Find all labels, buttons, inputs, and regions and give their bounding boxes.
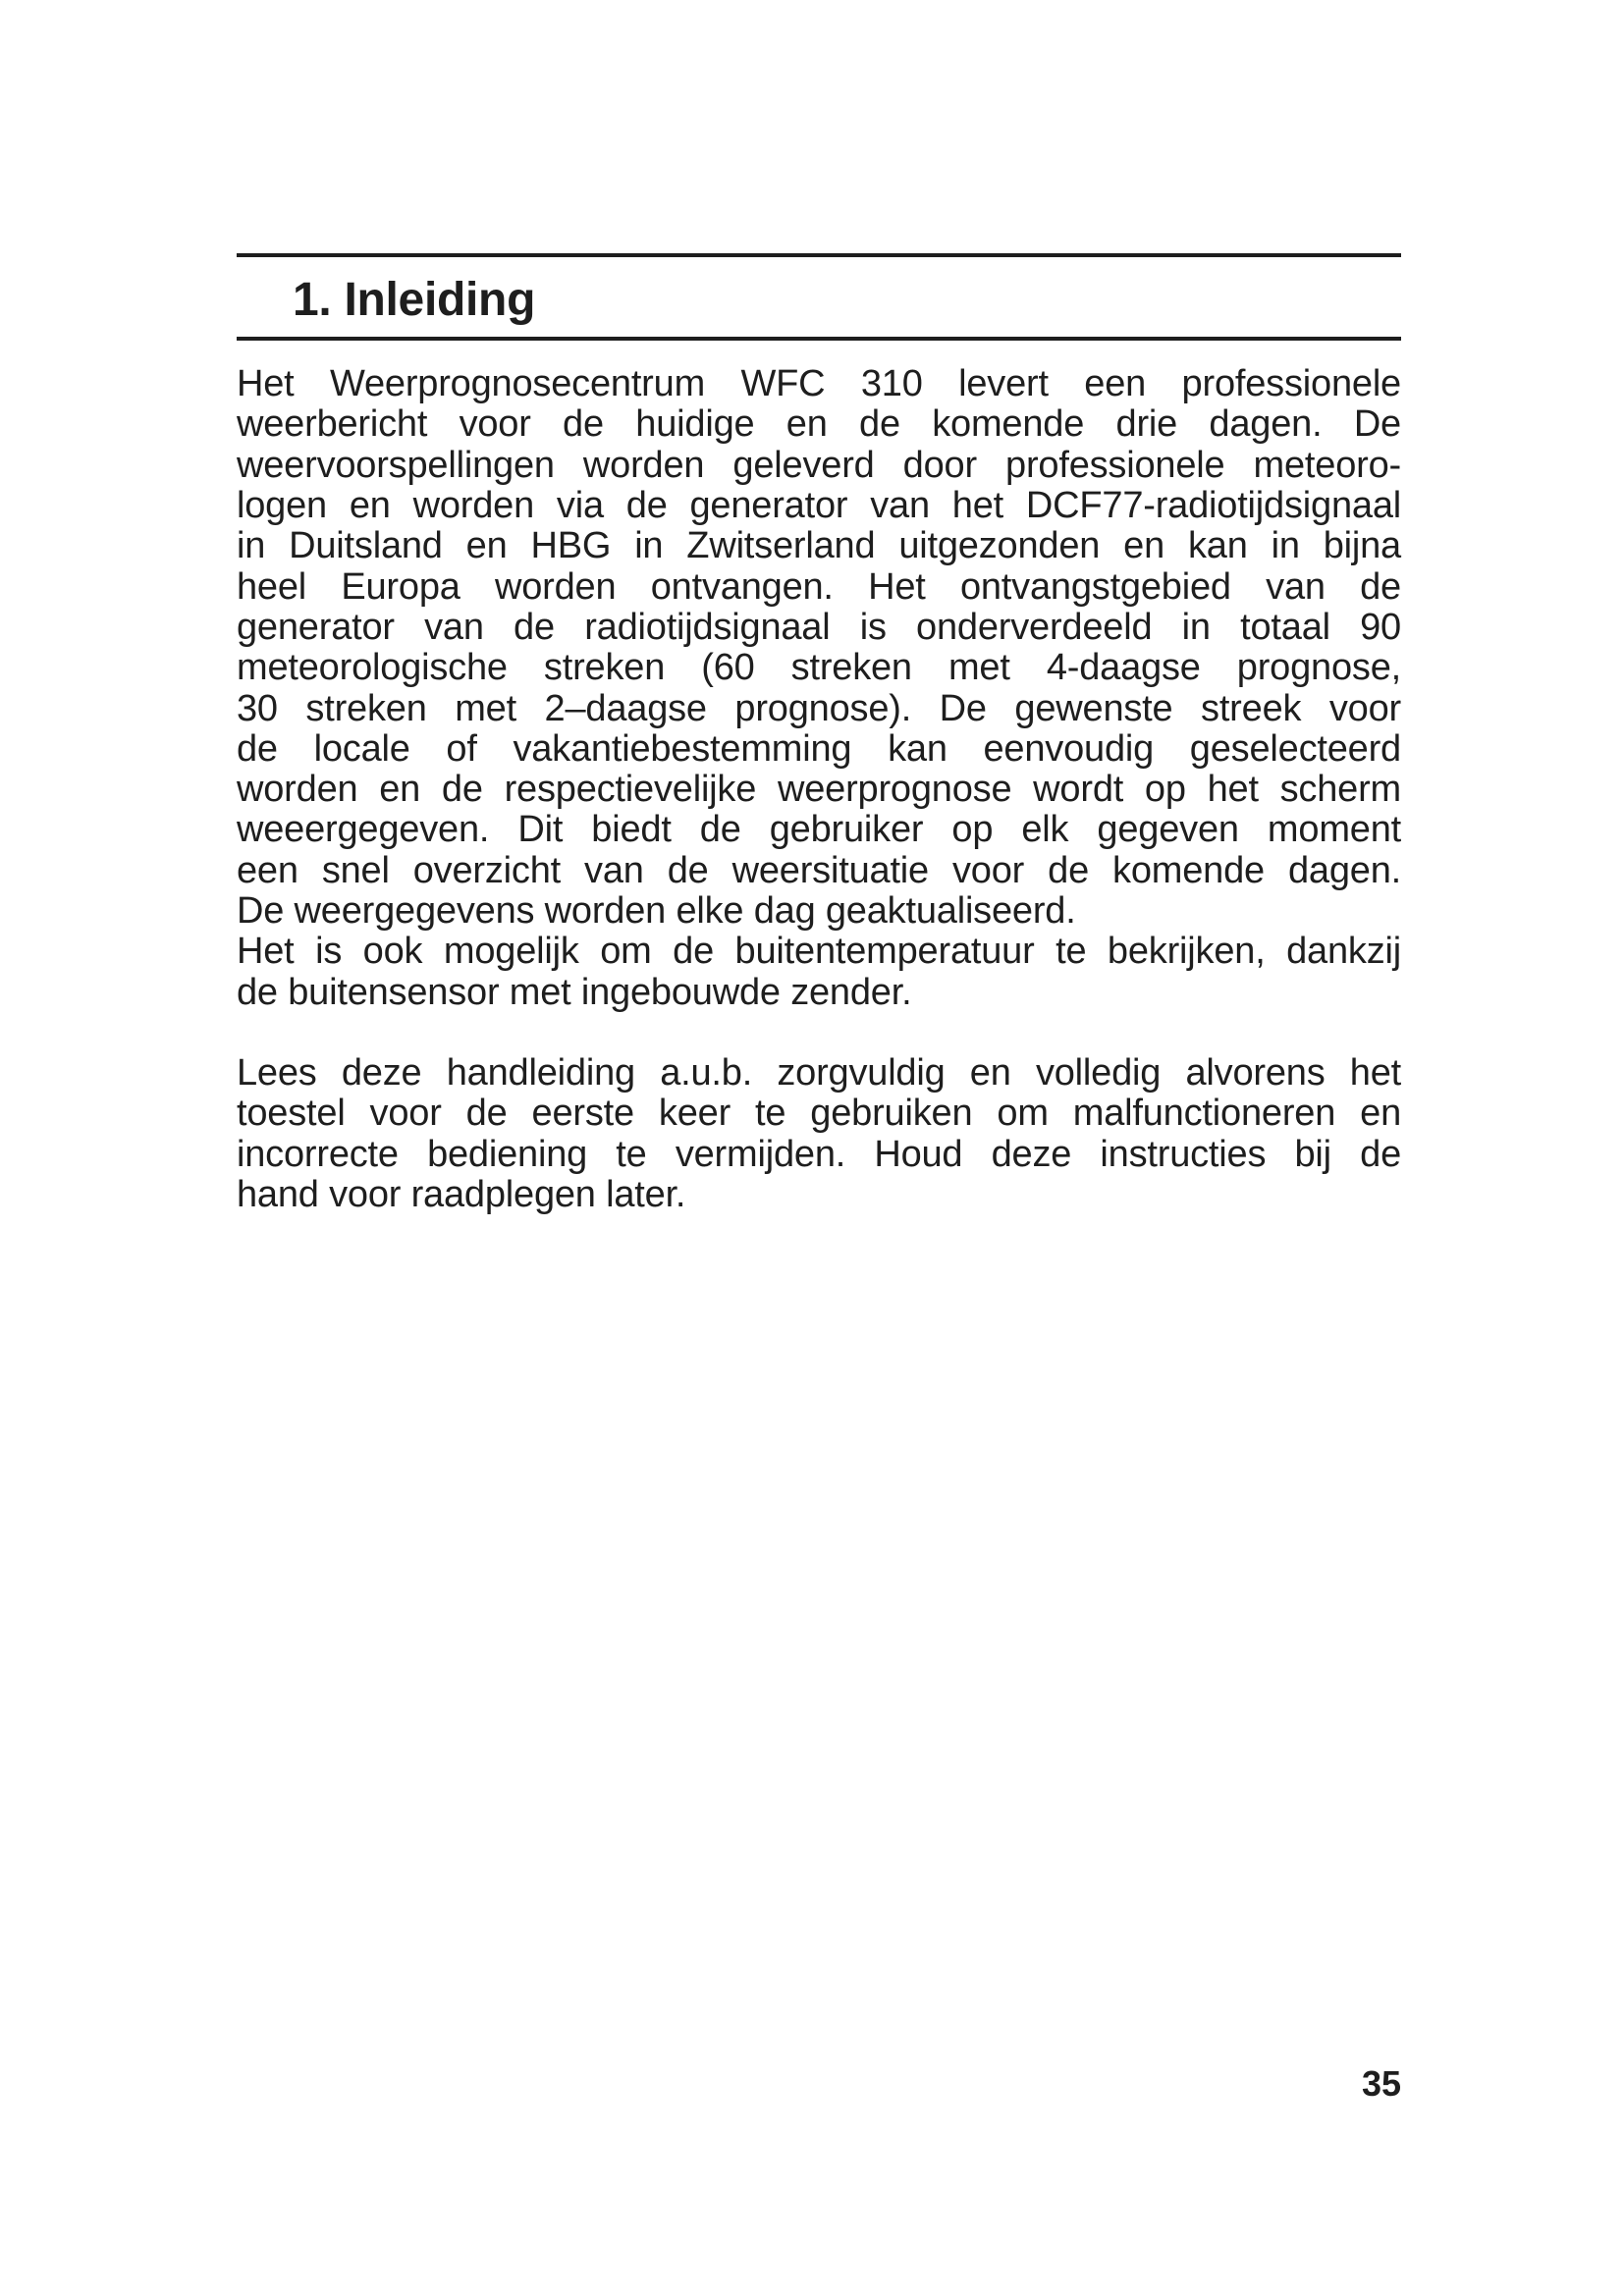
text-line: Het is ook mogelijk om de buitentemperatuur te bekrijken, dankzij — [237, 931, 1401, 973]
paragraph-overview — [237, 364, 1401, 932]
paragraph-outdoor-sensor — [237, 932, 1401, 1013]
text-line: Lees deze handleiding a.u.b. zorgvuldig en volledig alvorens het — [237, 1051, 1401, 1094]
text-line: weerbericht voor de huidige en de komende drie dagen. De — [237, 403, 1401, 446]
page-number: 35 — [1361, 2063, 1401, 2104]
introduction-section — [237, 253, 1401, 1215]
text-line: De weergegevens worden elke dag geaktualiseerd. — [237, 890, 1076, 933]
text-line: heel Europa worden ontvangen. Het ontvangstgebied van de — [237, 565, 1401, 608]
text-line: de buitensensor met ingebouwde zender. — [237, 971, 912, 1013]
section-body — [237, 364, 1401, 1215]
text-line: generator van de radiotijdsignaal is onderverdeeld in totaal 90 — [237, 606, 1401, 648]
text-line: in Duitsland en HBG in Zwitserland uitgezonden en kan in bijna — [237, 525, 1401, 567]
text-line: weeergegeven. Dit biedt de gebruiker op elk gegeven moment — [237, 809, 1401, 851]
text-line: hand voor raadplegen later. — [237, 1173, 686, 1215]
text-line: meteorologische streken (60 streken met 4-daagse prognose, — [237, 647, 1401, 689]
text-line: logen en worden via de generator van het DCF77-radiotijdsignaal — [237, 485, 1401, 527]
paragraph-gap — [237, 1013, 1401, 1053]
paragraph-read-manual — [237, 1053, 1401, 1215]
text-line: weervoorspellingen worden geleverd door professionele meteoro- — [237, 444, 1401, 486]
bottom-rule — [237, 337, 1401, 341]
text-line: incorrecte bediening te vermijden. Houd deze instructies bij de — [237, 1133, 1401, 1175]
text-line: Het Weerprognosecentrum WFC 310 levert een professionele — [237, 363, 1401, 405]
text-line: een snel overzicht van de weersituatie voor de komende dagen. — [237, 849, 1401, 891]
text-line: worden en de respectievelijke weerprognose wordt op het scherm — [237, 769, 1401, 811]
section-heading: 1. Inleiding — [293, 274, 536, 326]
text-line: de locale of vakantiebestemming kan eenvoudig geselecteerd — [237, 727, 1401, 770]
text-line: 30 streken met 2–daagse prognose). De gewenste streek voor — [237, 687, 1401, 729]
text-line: toestel voor de eerste keer te gebruiken om malfunctioneren en — [237, 1093, 1401, 1135]
